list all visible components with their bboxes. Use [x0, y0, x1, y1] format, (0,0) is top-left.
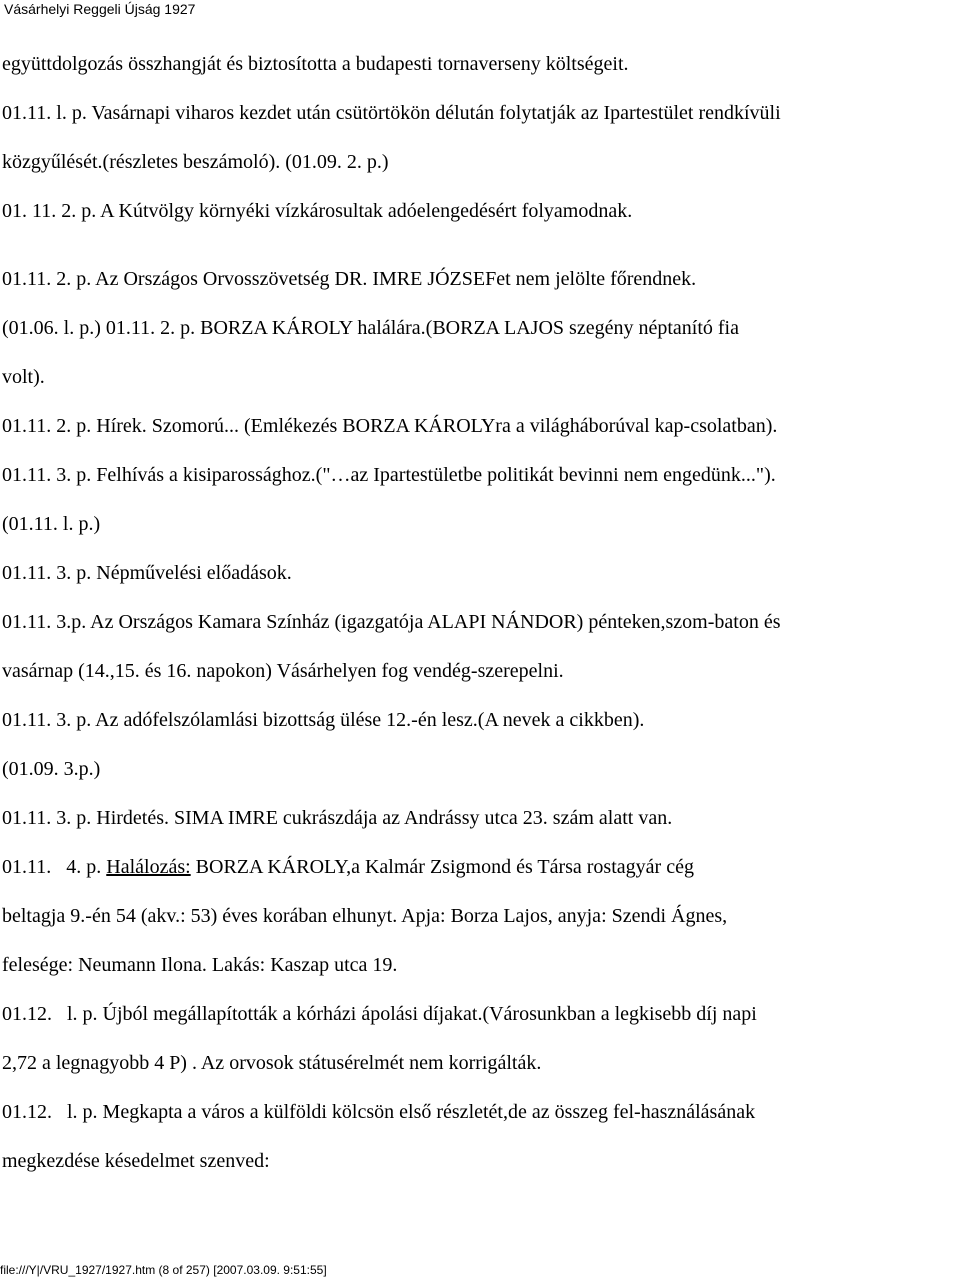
text-line: 01.11. 2. p. Hírek. Szomorú... (Emlékezés BORZA KÁROLYra a világháborúval kap-csolatban). [2, 415, 778, 437]
text-line: beltagja 9.-én 54 (akv.: 53) éves korában elhunyt. Apja: Borza Lajos, anyja: Szendi Ágnes, [2, 905, 728, 927]
text-line: 01.11. 3. p. Népművelési előadások. [2, 562, 292, 584]
death-notice-line [2, 843, 958, 892]
death-notice-date: 01.11. 4. p. [2, 856, 107, 878]
text-line: felesége: Neumann Ilona. Lakás: Kaszap utca 19. [2, 954, 398, 976]
paragraph-gap [2, 236, 958, 255]
text-line: együttdolgozás összhangját és biztosította a budapesti tornaverseny költségeit. [2, 53, 629, 75]
document-header: Vásárhelyi Reggeli Újság 1927 [4, 1, 196, 17]
text-line: (01.06. l. p.) 01.11. 2. p. BORZA KÁROLY halálára.(BORZA LAJOS szegény néptanító fia [2, 317, 739, 339]
text-line: közgyűlését.(részletes beszámoló). (01.09. 2. p.) [2, 151, 389, 173]
text-line: volt). [2, 366, 45, 388]
text-line: 01.12. l. p. Újból megállapították a kórházi ápolási díjakat.(Városunkban a legkisebb díj napi [2, 1003, 757, 1025]
text-line: 01.11. 3. p. Hirdetés. SIMA IMRE cukrászdája az Andrássy utca 23. szám alatt van. [2, 807, 673, 829]
death-notice-text: BORZA KÁROLY,a Kalmár Zsigmond és Társa rostagyár cég [190, 856, 694, 878]
text-line: 01.12. l. p. Megkapta a város a külföldi kölcsön első részletét,de az összeg fel-használásának [2, 1101, 756, 1123]
text-line: 01.11. 2. p. Az Országos Orvosszövetség DR. IMRE JÓZSEFet nem jelölte főrendnek. [2, 268, 697, 290]
text-line: 01.11. 3. p. Felhívás a kisiparossághoz.("…az Ipartestületbe politikát bevinni nem engedünk..."). [2, 464, 776, 486]
text-line: (01.09. 3.p.) [2, 758, 101, 780]
text-line: vasárnap (14.,15. és 16. napokon) Vásárhelyen fog vendég-szerepelni. [2, 660, 564, 682]
text-line: 01. 11. 2. p. A Kútvölgy környéki vízkárosultak adóelengedésért folyamodnak. [2, 200, 633, 222]
text-line: (01.11. l. p.) [2, 513, 101, 535]
text-line: 01.11. 3. p. Az adófelszólamlási bizottság ülése 12.-én lesz.(A nevek a cikkben). [2, 709, 645, 731]
text-line: megkezdése késedelmet szenved: [2, 1150, 270, 1172]
document-body [2, 40, 958, 1186]
document-footer: file:///Y|/VRU_1927/1927.htm (8 of 257) [2007.03.09. 9:51:55] [0, 1263, 327, 1277]
text-line: 01.11. l. p. Vasárnapi viharos kezdet után csütörtökön délután folytatják az Ipartestület rendkívüli [2, 102, 781, 124]
death-notice-label: Halálozás: [106, 856, 191, 878]
text-line: 01.11. 3.p. Az Országos Kamara Színház (igazgatója ALAPI NÁNDOR) pénteken,szom-baton és [2, 611, 781, 633]
text-line: 2,72 a legnagyobb 4 P) . Az orvosok státusérelmét nem korrigálták. [2, 1052, 542, 1074]
